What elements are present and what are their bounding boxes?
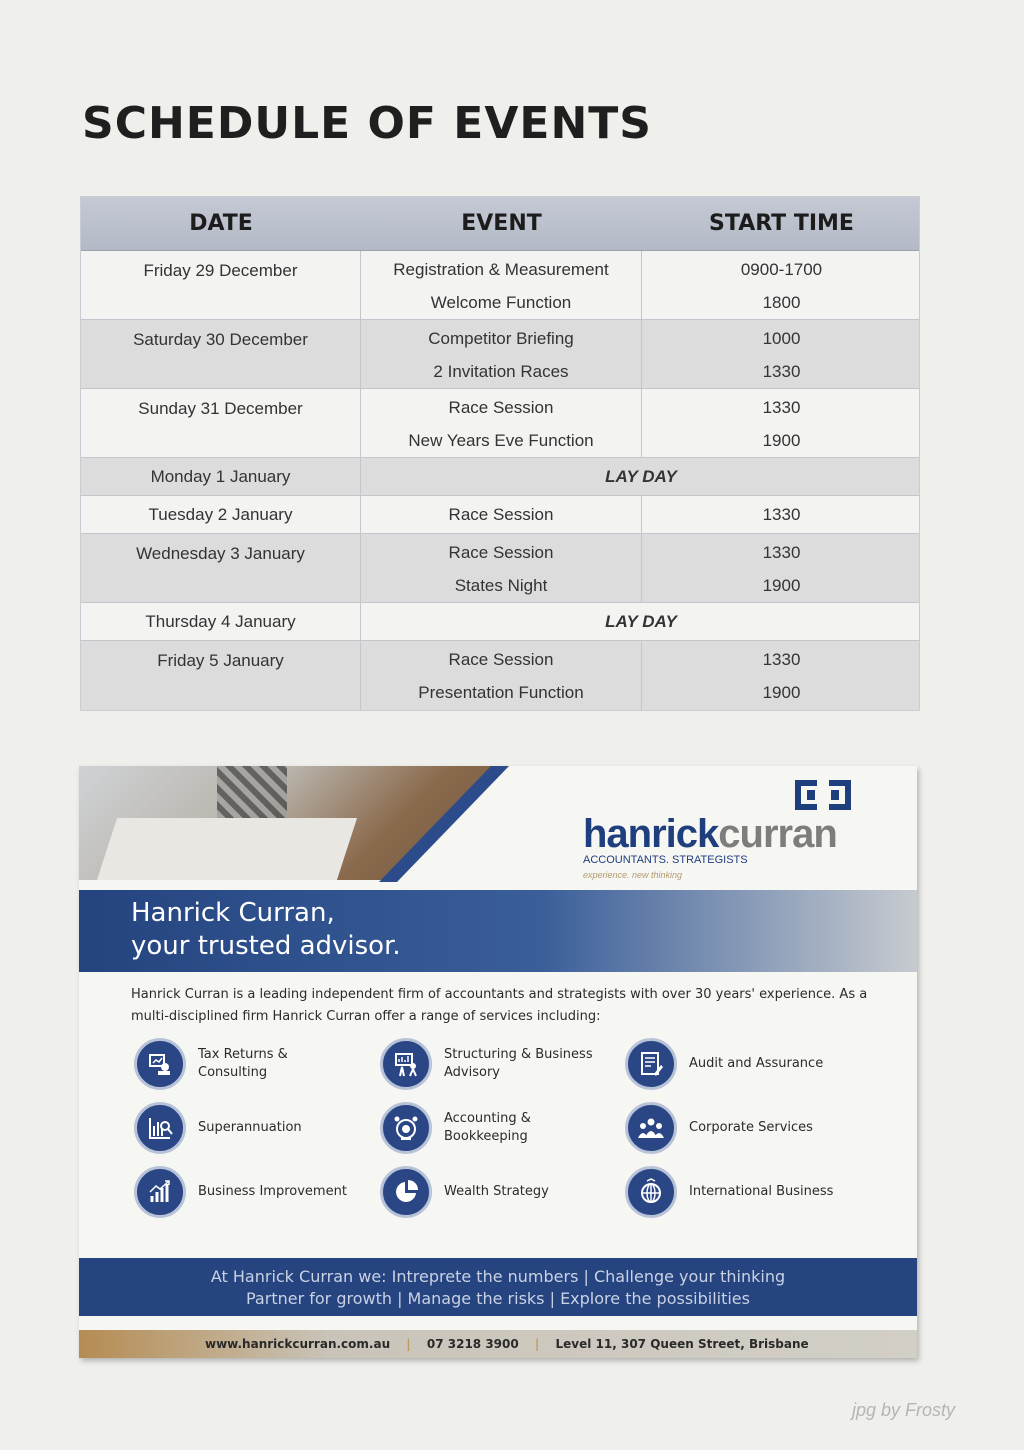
start-time: 1900 bbox=[762, 576, 801, 595]
date-cell: Sunday 31 December bbox=[81, 389, 361, 457]
start-time-cell bbox=[642, 320, 921, 388]
start-time-cell bbox=[642, 641, 921, 710]
event-cell bbox=[361, 320, 642, 388]
start-time: 0900-1700 bbox=[740, 260, 823, 279]
address: Level 11, 307 Queen Street, Brisbane bbox=[555, 1337, 809, 1351]
start-time-cell bbox=[642, 251, 921, 319]
superannuation-icon bbox=[134, 1102, 186, 1154]
date-cell: Friday 29 December bbox=[81, 251, 361, 319]
start-time: 1000 bbox=[762, 329, 801, 348]
date-cell: Tuesday 2 January bbox=[81, 496, 361, 533]
event-cell bbox=[361, 496, 642, 533]
schedule-row bbox=[81, 496, 919, 534]
corporate-icon bbox=[625, 1102, 677, 1154]
banner-line-1: Hanrick Curran, bbox=[131, 898, 335, 928]
date-cell: Friday 5 January bbox=[81, 641, 361, 710]
event-name: 2 Invitation Races bbox=[433, 362, 569, 381]
start-time: 1330 bbox=[762, 650, 801, 669]
start-time: 1900 bbox=[762, 683, 801, 702]
service-item bbox=[134, 1038, 358, 1090]
sponsor-advertisement bbox=[79, 766, 917, 1358]
footer-line-2: Partner for growth | Manage the risks | Explore the possibilities bbox=[246, 1289, 750, 1308]
date-cell: Saturday 30 December bbox=[81, 320, 361, 388]
date-cell: Thursday 4 January bbox=[81, 603, 361, 641]
service-item bbox=[625, 1038, 849, 1090]
schedule-row bbox=[81, 534, 919, 603]
banner-line-2: your trusted advisor. bbox=[131, 931, 401, 961]
start-time: 1330 bbox=[762, 543, 801, 562]
service-label: Accounting & Bookkeeping bbox=[444, 1111, 531, 1144]
separator: | bbox=[406, 1337, 411, 1351]
accounting-icon bbox=[380, 1102, 432, 1154]
footer-line-1: At Hanrick Curran we: Intreprete the numbers | Challenge your thinking bbox=[210, 1267, 786, 1286]
service-label: Audit and Assurance bbox=[689, 1056, 824, 1071]
brand-name-first: hanrick bbox=[583, 812, 719, 856]
brand-subtagline: experience. new thinking bbox=[583, 870, 683, 880]
hanrick-curran-logo-icon bbox=[793, 778, 853, 812]
phone-number: 07 3218 3900 bbox=[426, 1337, 519, 1351]
start-time-cell bbox=[642, 534, 921, 602]
photographer-watermark: jpg by Frosty bbox=[852, 1400, 956, 1420]
schedule-header-row bbox=[81, 197, 919, 251]
event-cell bbox=[361, 641, 642, 710]
service-item bbox=[134, 1102, 358, 1154]
service-label: Wealth Strategy bbox=[444, 1184, 549, 1199]
service-item bbox=[625, 1102, 849, 1154]
event-cell bbox=[361, 389, 642, 457]
schedule-table bbox=[80, 196, 920, 711]
service-item bbox=[380, 1102, 604, 1154]
office-desk-image bbox=[97, 818, 357, 880]
lay-day-cell: LAY DAY bbox=[605, 612, 677, 631]
start-time: 1330 bbox=[762, 362, 801, 381]
schedule-row bbox=[81, 458, 919, 496]
event-name: Race Session bbox=[448, 505, 554, 524]
event-cell bbox=[361, 251, 642, 319]
service-item bbox=[380, 1166, 604, 1218]
schedule-body bbox=[81, 251, 919, 710]
office-screen-image bbox=[217, 766, 287, 826]
separator: | bbox=[534, 1337, 540, 1351]
brand-name-second: curran bbox=[718, 812, 837, 856]
schedule-row bbox=[81, 320, 919, 389]
event-name: Race Session bbox=[448, 543, 554, 562]
service-label: Tax Returns & Consulting bbox=[198, 1047, 288, 1080]
start-time: 1800 bbox=[762, 293, 801, 312]
start-time-cell bbox=[642, 389, 921, 457]
event-name: Competitor Briefing bbox=[428, 329, 574, 348]
event-cell bbox=[361, 534, 642, 602]
column-header-date: DATE bbox=[189, 211, 253, 236]
service-label: Business Improvement bbox=[198, 1184, 347, 1199]
website-link[interactable]: www.hanrickcurran.com.au bbox=[205, 1337, 391, 1351]
date-cell: Monday 1 January bbox=[81, 458, 361, 496]
service-label: International Business bbox=[689, 1184, 834, 1199]
event-name: States Night bbox=[454, 576, 548, 595]
event-name: Race Session bbox=[448, 398, 554, 417]
schedule-row bbox=[81, 389, 919, 458]
business-improvement-icon bbox=[134, 1166, 186, 1218]
audit-icon bbox=[625, 1038, 677, 1090]
event-name: Presentation Function bbox=[418, 683, 584, 702]
lay-day-cell: LAY DAY bbox=[605, 467, 677, 486]
wealth-strategy-icon bbox=[380, 1166, 432, 1218]
structuring-icon bbox=[380, 1038, 432, 1090]
start-time: 1330 bbox=[762, 505, 801, 524]
service-item bbox=[625, 1166, 849, 1218]
service-label: Superannuation bbox=[198, 1120, 302, 1135]
service-label: Structuring & Business Advisory bbox=[444, 1047, 593, 1080]
international-icon bbox=[625, 1166, 677, 1218]
ad-intro-text: Hanrick Curran is a leading independent firm of accountants and strategists with over 30 years' experience. As a multi-disciplined firm Hanrick Curran offer a range of services including: bbox=[131, 987, 868, 1024]
tax-returns-icon bbox=[134, 1038, 186, 1090]
start-time: 1900 bbox=[762, 431, 801, 450]
column-header-start-time: START TIME bbox=[709, 211, 854, 236]
brand-tagline: ACCOUNTANTS. STRATEGISTS bbox=[583, 854, 748, 866]
ad-footer-values bbox=[79, 1258, 917, 1316]
event-name: Race Session bbox=[448, 650, 554, 669]
service-item bbox=[380, 1038, 604, 1090]
service-label: Corporate Services bbox=[689, 1120, 813, 1135]
event-name: Registration & Measurement bbox=[393, 260, 609, 279]
schedule-row bbox=[81, 251, 919, 320]
schedule-row bbox=[81, 641, 919, 710]
date-cell: Wednesday 3 January bbox=[81, 534, 361, 602]
event-name: Welcome Function bbox=[430, 293, 572, 312]
service-item bbox=[134, 1166, 358, 1218]
start-time: 1330 bbox=[762, 398, 801, 417]
brand-name bbox=[583, 812, 837, 857]
ad-banner bbox=[79, 890, 917, 972]
page-title: SCHEDULE OF EVENTS bbox=[82, 98, 652, 149]
event-name: New Years Eve Function bbox=[408, 431, 594, 450]
ad-contact-bar bbox=[79, 1330, 917, 1358]
start-time-cell bbox=[642, 496, 921, 533]
column-header-event: EVENT bbox=[461, 211, 542, 236]
schedule-row bbox=[81, 603, 919, 641]
